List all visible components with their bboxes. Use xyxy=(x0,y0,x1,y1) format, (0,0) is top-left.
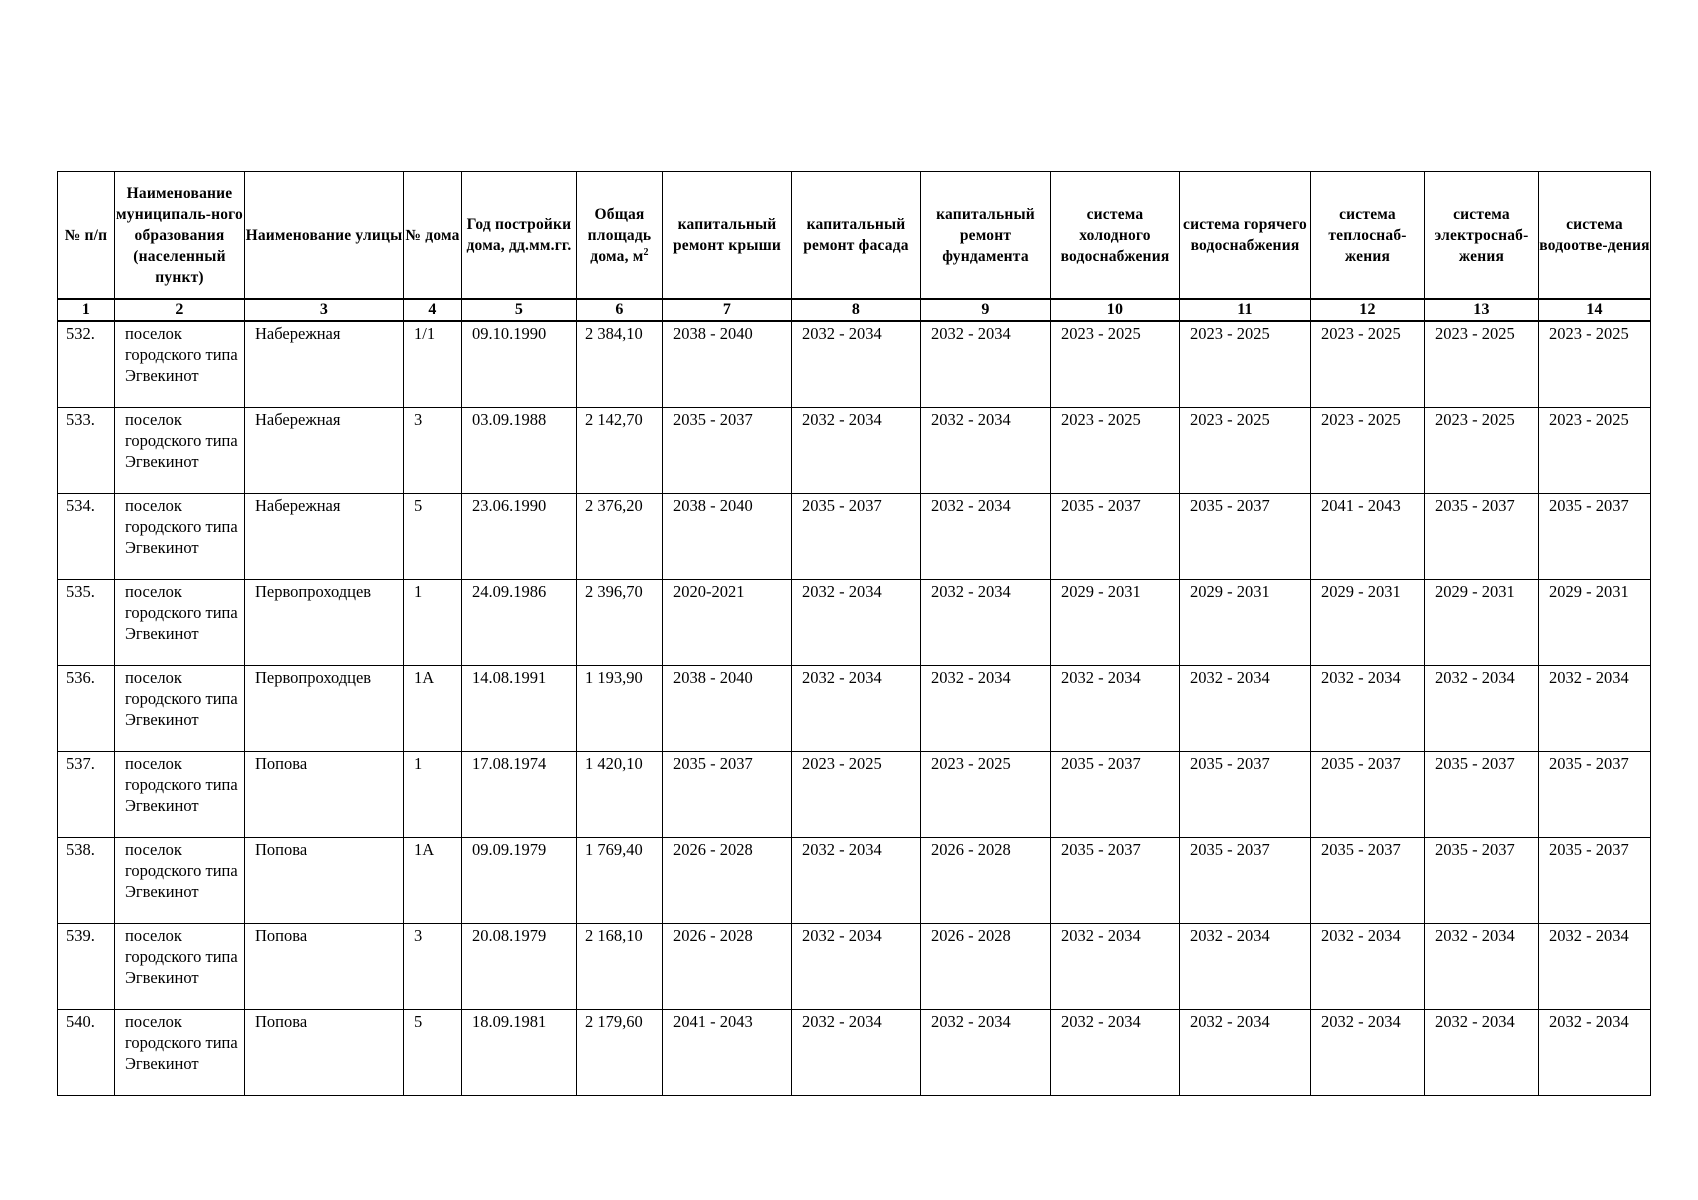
row-number-cell: 534. xyxy=(58,494,115,580)
street-cell: Первопроходцев xyxy=(245,580,404,666)
foundation-period-cell: 2032 - 2034 xyxy=(921,1010,1051,1096)
repair-schedule-table-container xyxy=(57,171,1650,1096)
area-cell: 2 396,70 xyxy=(577,580,663,666)
row-number-cell: 535. xyxy=(58,580,115,666)
street-cell: Попова xyxy=(245,752,404,838)
hot-water-period-cell: 2035 - 2037 xyxy=(1180,494,1311,580)
house-number-cell: 1 xyxy=(404,580,462,666)
header-cell-year-built: Год постройки дома, дд.мм.гг. xyxy=(462,172,577,300)
facade-period-cell: 2032 - 2034 xyxy=(792,321,921,408)
heating-period-cell: 2035 - 2037 xyxy=(1311,752,1425,838)
area-cell: 1 193,90 xyxy=(577,666,663,752)
sewer-period-cell: 2035 - 2037 xyxy=(1539,494,1651,580)
heating-period-cell: 2032 - 2034 xyxy=(1311,1010,1425,1096)
roof-period-cell: 2041 - 2043 xyxy=(663,1010,792,1096)
sewer-period-cell: 2035 - 2037 xyxy=(1539,752,1651,838)
header-cell-sewer: система водоотве-дения xyxy=(1539,172,1651,300)
foundation-period-cell: 2032 - 2034 xyxy=(921,666,1051,752)
header-cell-foundation-repair: капитальный ремонт фундамента xyxy=(921,172,1051,300)
sewer-period-cell: 2032 - 2034 xyxy=(1539,666,1651,752)
cold-water-period-cell: 2032 - 2034 xyxy=(1051,924,1180,1010)
foundation-period-cell: 2032 - 2034 xyxy=(921,494,1051,580)
cold-water-period-cell: 2032 - 2034 xyxy=(1051,1010,1180,1096)
street-cell: Попова xyxy=(245,1010,404,1096)
header-cell-row-number: № п/п xyxy=(58,172,115,300)
sewer-period-cell: 2023 - 2025 xyxy=(1539,321,1651,408)
facade-period-cell: 2023 - 2025 xyxy=(792,752,921,838)
heating-period-cell: 2023 - 2025 xyxy=(1311,408,1425,494)
area-cell: 2 376,20 xyxy=(577,494,663,580)
settlement-cell: поселок городского типа Эгвекинот xyxy=(115,321,245,408)
electric-period-cell: 2035 - 2037 xyxy=(1425,838,1539,924)
facade-period-cell: 2032 - 2034 xyxy=(792,924,921,1010)
area-cell: 1 420,10 xyxy=(577,752,663,838)
foundation-period-cell: 2026 - 2028 xyxy=(921,924,1051,1010)
table-row xyxy=(58,924,1651,1010)
sewer-period-cell: 2035 - 2037 xyxy=(1539,838,1651,924)
year-built-cell: 17.08.1974 xyxy=(462,752,577,838)
header-cell-total-area xyxy=(577,172,663,300)
settlement-cell: поселок городского типа Эгвекинот xyxy=(115,1010,245,1096)
roof-period-cell: 2038 - 2040 xyxy=(663,494,792,580)
facade-period-cell: 2032 - 2034 xyxy=(792,408,921,494)
table-row xyxy=(58,838,1651,924)
hot-water-period-cell: 2032 - 2034 xyxy=(1180,1010,1311,1096)
house-number-cell: 1 xyxy=(404,752,462,838)
area-cell: 2 179,60 xyxy=(577,1010,663,1096)
hot-water-period-cell: 2029 - 2031 xyxy=(1180,580,1311,666)
heating-period-cell: 2023 - 2025 xyxy=(1311,321,1425,408)
column-number-cell: 9 xyxy=(921,299,1051,321)
settlement-cell: поселок городского типа Эгвекинот xyxy=(115,408,245,494)
foundation-period-cell: 2032 - 2034 xyxy=(921,580,1051,666)
column-number-cell: 13 xyxy=(1425,299,1539,321)
street-cell: Набережная xyxy=(245,408,404,494)
hot-water-period-cell: 2023 - 2025 xyxy=(1180,408,1311,494)
heating-period-cell: 2035 - 2037 xyxy=(1311,838,1425,924)
table-row xyxy=(58,408,1651,494)
table-row xyxy=(58,494,1651,580)
row-number-cell: 540. xyxy=(58,1010,115,1096)
table-row xyxy=(58,752,1651,838)
sewer-period-cell: 2023 - 2025 xyxy=(1539,408,1651,494)
foundation-period-cell: 2026 - 2028 xyxy=(921,838,1051,924)
year-built-cell: 18.09.1981 xyxy=(462,1010,577,1096)
street-cell: Набережная xyxy=(245,321,404,408)
area-cell: 2 168,10 xyxy=(577,924,663,1010)
header-cell-roof-repair: капитальный ремонт крыши xyxy=(663,172,792,300)
header-area-superscript: 2 xyxy=(643,246,649,258)
roof-period-cell: 2026 - 2028 xyxy=(663,924,792,1010)
table-row xyxy=(58,666,1651,752)
electric-period-cell: 2023 - 2025 xyxy=(1425,408,1539,494)
street-cell: Попова xyxy=(245,838,404,924)
column-number-cell: 7 xyxy=(663,299,792,321)
heating-period-cell: 2032 - 2034 xyxy=(1311,666,1425,752)
house-number-cell: 5 xyxy=(404,1010,462,1096)
heating-period-cell: 2032 - 2034 xyxy=(1311,924,1425,1010)
row-number-cell: 539. xyxy=(58,924,115,1010)
hot-water-period-cell: 2023 - 2025 xyxy=(1180,321,1311,408)
header-cell-municipality: Наименование муниципаль-ного образования (населенный пункт) xyxy=(115,172,245,300)
foundation-period-cell: 2032 - 2034 xyxy=(921,321,1051,408)
table-row xyxy=(58,321,1651,408)
facade-period-cell: 2035 - 2037 xyxy=(792,494,921,580)
settlement-cell: поселок городского типа Эгвекинот xyxy=(115,752,245,838)
house-number-cell: 1/1 xyxy=(404,321,462,408)
hot-water-period-cell: 2035 - 2037 xyxy=(1180,752,1311,838)
year-built-cell: 23.06.1990 xyxy=(462,494,577,580)
roof-period-cell: 2038 - 2040 xyxy=(663,321,792,408)
roof-period-cell: 2035 - 2037 xyxy=(663,408,792,494)
settlement-cell: поселок городского типа Эгвекинот xyxy=(115,924,245,1010)
heating-period-cell: 2029 - 2031 xyxy=(1311,580,1425,666)
column-number-cell: 12 xyxy=(1311,299,1425,321)
year-built-cell: 09.09.1979 xyxy=(462,838,577,924)
house-number-cell: 5 xyxy=(404,494,462,580)
column-number-cell: 11 xyxy=(1180,299,1311,321)
roof-period-cell: 2020-2021 xyxy=(663,580,792,666)
header-cell-hot-water: система горячего водоснабжения xyxy=(1180,172,1311,300)
table-row xyxy=(58,1010,1651,1096)
sewer-period-cell: 2029 - 2031 xyxy=(1539,580,1651,666)
column-number-row xyxy=(58,299,1651,321)
cold-water-period-cell: 2023 - 2025 xyxy=(1051,408,1180,494)
facade-period-cell: 2032 - 2034 xyxy=(792,1010,921,1096)
electric-period-cell: 2035 - 2037 xyxy=(1425,752,1539,838)
foundation-period-cell: 2032 - 2034 xyxy=(921,408,1051,494)
area-cell: 2 384,10 xyxy=(577,321,663,408)
hot-water-period-cell: 2035 - 2037 xyxy=(1180,838,1311,924)
year-built-cell: 14.08.1991 xyxy=(462,666,577,752)
electric-period-cell: 2023 - 2025 xyxy=(1425,321,1539,408)
area-cell: 2 142,70 xyxy=(577,408,663,494)
column-number-cell: 4 xyxy=(404,299,462,321)
hot-water-period-cell: 2032 - 2034 xyxy=(1180,666,1311,752)
electric-period-cell: 2032 - 2034 xyxy=(1425,924,1539,1010)
street-cell: Набережная xyxy=(245,494,404,580)
settlement-cell: поселок городского типа Эгвекинот xyxy=(115,580,245,666)
settlement-cell: поселок городского типа Эгвекинот xyxy=(115,666,245,752)
year-built-cell: 20.08.1979 xyxy=(462,924,577,1010)
cold-water-period-cell: 2032 - 2034 xyxy=(1051,666,1180,752)
roof-period-cell: 2038 - 2040 xyxy=(663,666,792,752)
street-cell: Попова xyxy=(245,924,404,1010)
header-cell-street: Наименование улицы xyxy=(245,172,404,300)
area-cell: 1 769,40 xyxy=(577,838,663,924)
facade-period-cell: 2032 - 2034 xyxy=(792,580,921,666)
electric-period-cell: 2035 - 2037 xyxy=(1425,494,1539,580)
house-number-cell: 3 xyxy=(404,924,462,1010)
header-row xyxy=(58,172,1651,300)
repair-schedule-table xyxy=(57,171,1651,1096)
year-built-cell: 03.09.1988 xyxy=(462,408,577,494)
header-cell-electric: система электроснаб-жения xyxy=(1425,172,1539,300)
cold-water-period-cell: 2035 - 2037 xyxy=(1051,494,1180,580)
column-number-cell: 6 xyxy=(577,299,663,321)
row-number-cell: 536. xyxy=(58,666,115,752)
street-cell: Первопроходцев xyxy=(245,666,404,752)
electric-period-cell: 2032 - 2034 xyxy=(1425,1010,1539,1096)
column-number-cell: 5 xyxy=(462,299,577,321)
table-row xyxy=(58,580,1651,666)
electric-period-cell: 2029 - 2031 xyxy=(1425,580,1539,666)
cold-water-period-cell: 2023 - 2025 xyxy=(1051,321,1180,408)
row-number-cell: 532. xyxy=(58,321,115,408)
column-number-cell: 14 xyxy=(1539,299,1651,321)
settlement-cell: поселок городского типа Эгвекинот xyxy=(115,494,245,580)
year-built-cell: 09.10.1990 xyxy=(462,321,577,408)
roof-period-cell: 2035 - 2037 xyxy=(663,752,792,838)
column-number-cell: 2 xyxy=(115,299,245,321)
foundation-period-cell: 2023 - 2025 xyxy=(921,752,1051,838)
sewer-period-cell: 2032 - 2034 xyxy=(1539,1010,1651,1096)
house-number-cell: 1А xyxy=(404,838,462,924)
row-number-cell: 538. xyxy=(58,838,115,924)
cold-water-period-cell: 2035 - 2037 xyxy=(1051,752,1180,838)
column-number-cell: 1 xyxy=(58,299,115,321)
house-number-cell: 1А xyxy=(404,666,462,752)
table-body xyxy=(58,321,1651,1096)
cold-water-period-cell: 2029 - 2031 xyxy=(1051,580,1180,666)
header-cell-cold-water: система холодного водоснабжения xyxy=(1051,172,1180,300)
roof-period-cell: 2026 - 2028 xyxy=(663,838,792,924)
hot-water-period-cell: 2032 - 2034 xyxy=(1180,924,1311,1010)
header-cell-heating: система теплоснаб-жения xyxy=(1311,172,1425,300)
facade-period-cell: 2032 - 2034 xyxy=(792,838,921,924)
cold-water-period-cell: 2035 - 2037 xyxy=(1051,838,1180,924)
electric-period-cell: 2032 - 2034 xyxy=(1425,666,1539,752)
settlement-cell: поселок городского типа Эгвекинот xyxy=(115,838,245,924)
heating-period-cell: 2041 - 2043 xyxy=(1311,494,1425,580)
facade-period-cell: 2032 - 2034 xyxy=(792,666,921,752)
row-number-cell: 537. xyxy=(58,752,115,838)
house-number-cell: 3 xyxy=(404,408,462,494)
column-number-cell: 3 xyxy=(245,299,404,321)
column-number-cell: 8 xyxy=(792,299,921,321)
header-cell-house-number: № дома xyxy=(404,172,462,300)
year-built-cell: 24.09.1986 xyxy=(462,580,577,666)
row-number-cell: 533. xyxy=(58,408,115,494)
column-number-cell: 10 xyxy=(1051,299,1180,321)
header-cell-facade-repair: капитальный ремонт фасада xyxy=(792,172,921,300)
header-area-text: Общая площадь дома, м xyxy=(587,205,652,265)
sewer-period-cell: 2032 - 2034 xyxy=(1539,924,1651,1010)
